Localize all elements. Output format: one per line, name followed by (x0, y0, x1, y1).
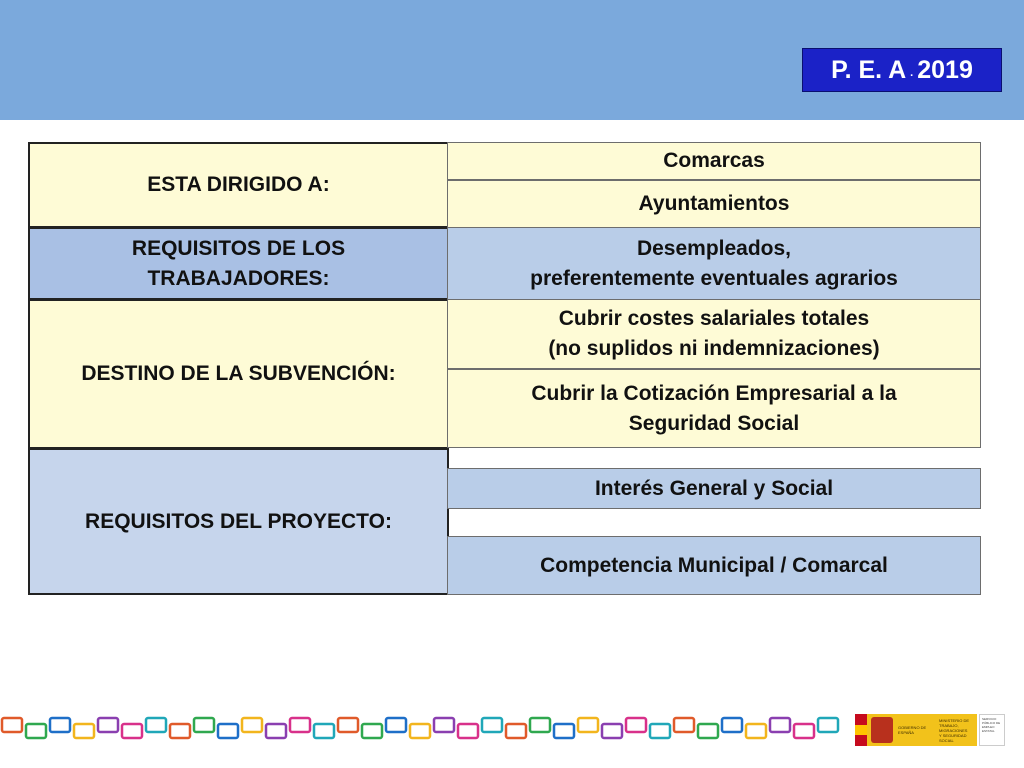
rope-link (266, 724, 286, 738)
badge-year: 2019 (917, 55, 973, 84)
item-desempleados: Desempleados, preferentemente eventuales agrarios (447, 227, 981, 300)
label-requisitos-proyecto: REQUISITOS DEL PROYECTO: (28, 448, 449, 595)
rope-link (74, 724, 94, 738)
item-ayuntamientos: Ayuntamientos (447, 180, 981, 228)
rope-link (746, 724, 766, 738)
badge-title: P. E. A (831, 55, 907, 84)
rope-link (290, 718, 310, 732)
rope-link (170, 724, 190, 738)
rope-link (26, 724, 46, 738)
rope-link (218, 724, 238, 738)
rope-link (530, 718, 550, 732)
label-destino-subvencion: DESTINO DE LA SUBVENCIÓN: (28, 299, 449, 449)
rope-link (50, 718, 70, 732)
rope-link (122, 724, 142, 738)
sepe-logo: SERVICIO PÚBLICO DE EMPLEO ESTATAL (979, 714, 1005, 746)
rope-link (770, 718, 790, 732)
label-requisitos-trabajadores: REQUISITOS DE LOS TRABAJADORES: (28, 227, 449, 300)
rope-link (458, 724, 478, 738)
coat-of-arms-icon (871, 717, 893, 743)
rope-link (554, 724, 574, 738)
rope-link (362, 724, 382, 738)
rope-link (650, 724, 670, 738)
rope-link (386, 718, 406, 732)
flag-icon (855, 714, 867, 746)
logo-ministry-text: MINISTERIO DE TRABAJO, MIGRACIONES Y SEGURIDAD SOCIAL (939, 717, 970, 743)
rope-link (242, 718, 262, 732)
government-logo (855, 714, 977, 746)
badge-separator: . (910, 67, 914, 79)
rope-link (722, 718, 742, 732)
rope-link (602, 724, 622, 738)
rope-link (626, 718, 646, 732)
program-badge (802, 48, 1002, 92)
rope-link (194, 718, 214, 732)
rope-link (578, 718, 598, 732)
rope-link (818, 718, 838, 732)
rope-link (314, 724, 334, 738)
rope-link (2, 718, 22, 732)
label-dirigido: ESTA DIRIGIDO A: (28, 142, 449, 228)
item-competencia-municipal: Competencia Municipal / Comarcal (447, 536, 981, 595)
rope-link (146, 718, 166, 732)
rope-link (98, 718, 118, 732)
item-interes-general: Interés General y Social (447, 468, 981, 509)
rope-link (410, 724, 430, 738)
item-comarcas: Comarcas (447, 142, 981, 180)
logo-gobierno-text: GOBIERNO DE ESPAÑA (898, 725, 927, 735)
item-cotizacion-empresarial: Cubrir la Cotización Empresarial a la Seguridad Social (447, 369, 981, 448)
rope-link (434, 718, 454, 732)
rope-link (338, 718, 358, 732)
rope-link (482, 718, 502, 732)
rope-link (506, 724, 526, 738)
rope-link (794, 724, 814, 738)
decorative-rope-border (0, 712, 850, 746)
item-costes-salariales: Cubrir costes salariales totales (no suplidos ni indemnizaciones) (447, 299, 981, 369)
rope-link (698, 724, 718, 738)
rope-link (674, 718, 694, 732)
